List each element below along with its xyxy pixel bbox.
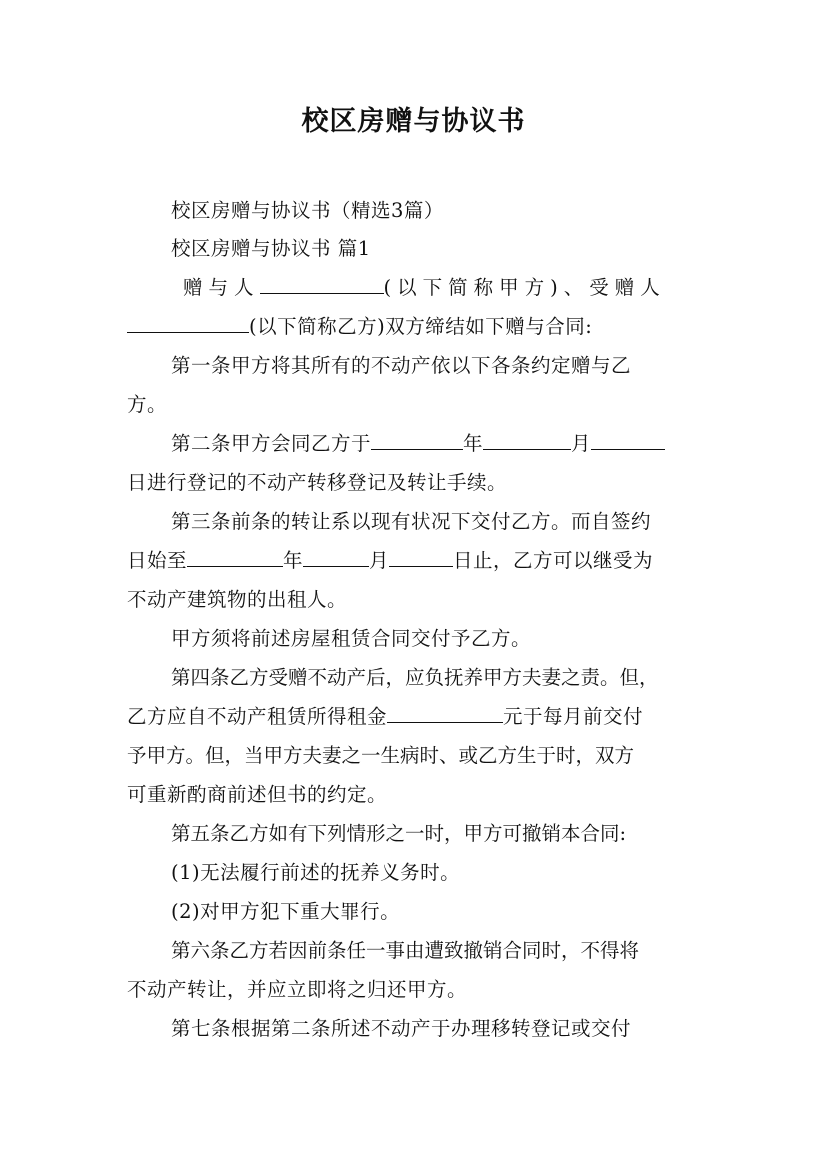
list-item: (1)无法履行前述的抚养义务时。 (171, 861, 461, 884)
blank-field-donee[interactable] (127, 313, 249, 333)
paragraph-line: 第五条乙方如有下列情形之一时，甲方可撤销本合同: (171, 822, 627, 845)
paragraph-line: 予甲方。但，当甲方夫妻之一生病时、或乙方生于时，双方 (127, 744, 635, 767)
paragraph-line: 方。 (127, 393, 168, 416)
paragraph-line: (以下简称乙方)双方缔结如下赠与合同: (127, 312, 707, 342)
paragraph-line: 乙方应自不动产租赁所得租金 元于每月前交付 (127, 705, 644, 728)
blank-field-year[interactable] (187, 547, 283, 567)
paragraph-line: 赠与人 (以下简称甲方)、受赠人 (183, 276, 666, 299)
blank-field-day[interactable] (591, 430, 665, 450)
paragraph-line: 日始至 年 月 日止，乙方可以继受为 (127, 549, 654, 572)
section-heading: 校区房赠与协议书 篇1 (171, 237, 371, 260)
paragraph-line: 可重新酌商前述但书的约定。 (127, 783, 388, 806)
blank-field-donor[interactable] (260, 274, 384, 294)
paragraph-line: 第二条甲方会同乙方于 年 月 (171, 429, 707, 459)
paragraph-line: 第四条乙方受赠不动产后，应负抚养甲方夫妻之责。但， (171, 666, 659, 689)
list-item: (2)对甲方犯下重大罪行。 (171, 900, 401, 923)
blank-field-month[interactable] (303, 547, 369, 567)
paragraph-line: 第三条前条的转让系以现有状况下交付乙方。而自签约 (171, 510, 652, 533)
document-title: 校区房赠与协议书 (301, 106, 526, 137)
paragraph-line: 甲方须将前述房屋租赁合同交付予乙方。 (171, 627, 532, 650)
blank-field-year[interactable] (371, 430, 463, 450)
paragraph-line: 第六条乙方若因前条任一事由遭致撤销合同时，不得将 (171, 939, 640, 962)
blank-field-rent-amount[interactable] (387, 703, 503, 723)
paragraph-line: 第一条甲方将其所有的不动产依以下各条约定赠与乙 (171, 354, 632, 377)
paragraph-line: 日进行登记的不动产转移登记及转让手续。 (127, 471, 508, 494)
subtitle-line: 校区房赠与协议书（精选3篇） (171, 199, 444, 222)
paragraph-line: 不动产建筑物的出租人。 (127, 588, 348, 611)
paragraph-line: 不动产转让，并应立即将之归还甲方。 (127, 978, 468, 1001)
blank-field-month[interactable] (483, 430, 571, 450)
paragraph-line: 第七条根据第二条所述不动产于办理移转登记或交付 (171, 1017, 632, 1040)
blank-field-day[interactable] (389, 547, 453, 567)
